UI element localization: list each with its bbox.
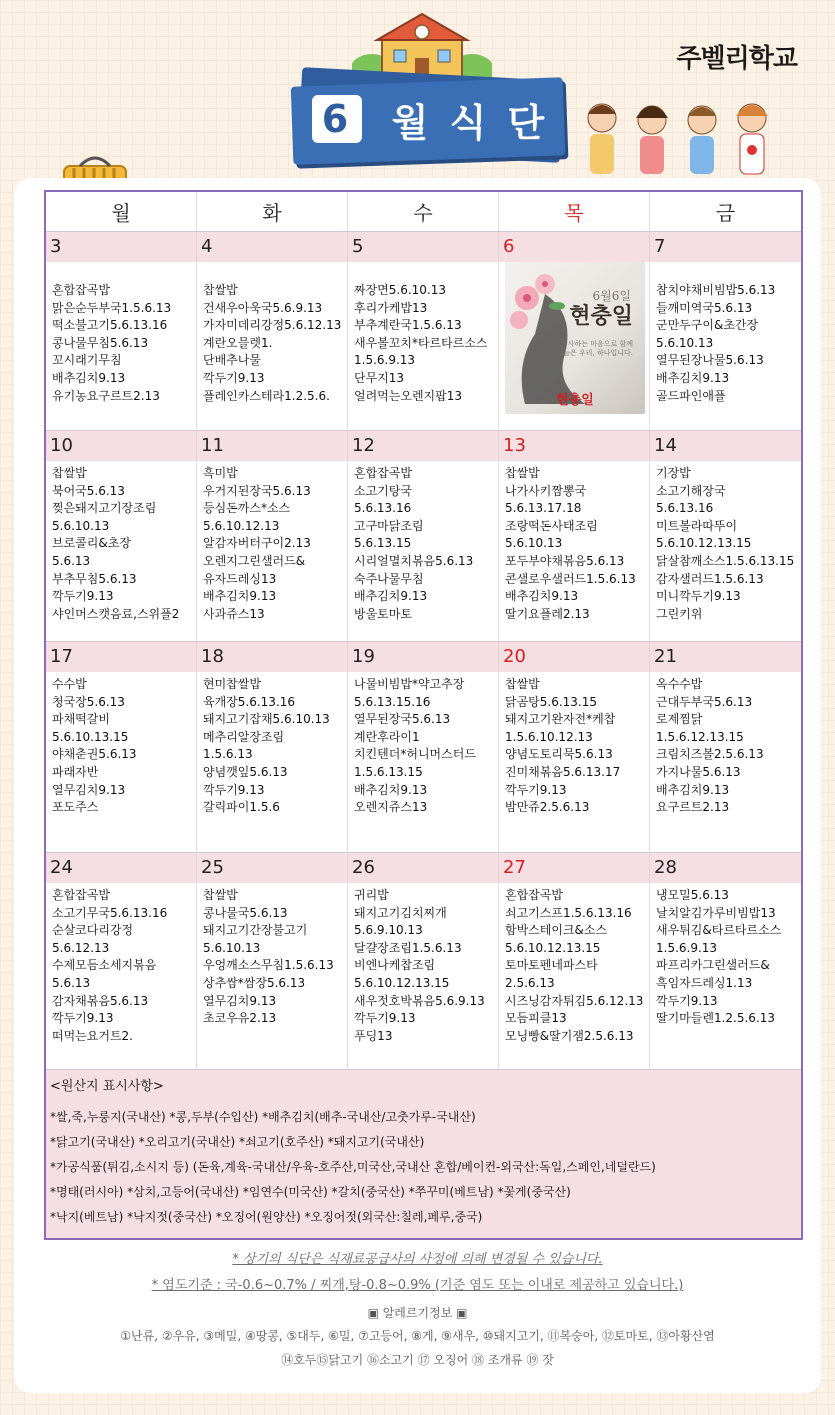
menu-item: 돼지고기잡채5.6.10.13 [203, 712, 330, 727]
menu-item: 혼합잡곡밥 [505, 888, 563, 902]
menu-item: 소고기해장국 [656, 483, 726, 498]
date-cell: 7 [654, 236, 666, 257]
menu-item: 1.5.6.13.15 [354, 764, 423, 779]
menu-cell [499, 461, 650, 641]
menu-item: 깍두기9.13 [203, 782, 265, 797]
menu-item: 5.6.13 [52, 553, 91, 568]
menu-item: 근대두부국5.6.13 [656, 694, 753, 709]
menu-item: 깍두기9.13 [656, 993, 718, 1008]
menu-cell [46, 883, 197, 1069]
date-cell: 28 [654, 857, 677, 878]
header [0, 0, 835, 200]
menu-item: 단배추나물 [203, 353, 261, 368]
menu-cell [197, 461, 348, 641]
menu-item: 콩나물국5.6.13 [203, 905, 288, 920]
menu-item: 5.6.9.10.13 [354, 923, 423, 938]
menu-cell [197, 262, 348, 430]
menu-cell [348, 262, 499, 430]
menu-item: 조랑떡돈사태조림 [505, 518, 598, 533]
menu-cell [499, 262, 650, 430]
menu-item: 로제찜닭 [656, 712, 703, 727]
menu-item: 5.6.10.12.13.15 [505, 940, 601, 955]
date-row [46, 431, 801, 461]
menu-table [44, 190, 803, 1240]
menu-item: 시즈닝감자튀김5.6.12.13 [505, 993, 644, 1008]
holiday-date: 6월6일 [592, 289, 631, 303]
menu-item: 5.6.13.17.18 [505, 501, 582, 516]
menu-item: 맑은순두부국1.5.6.13 [52, 300, 172, 315]
menu-cell [650, 883, 801, 1069]
menu-item: 얼려먹는오렌지팝13 [354, 388, 463, 403]
menu-item: 우엉깨소스무침1.5.6.13 [203, 958, 334, 973]
menu-cell [499, 672, 650, 852]
date-cell: 26 [348, 853, 499, 883]
menu-item: 2.5.6.13 [505, 975, 555, 990]
menu-item: 혼합잡곡밥 [52, 888, 110, 902]
menu-item: 5.6.10.13.15 [52, 729, 129, 744]
origin-title: <원산지 표시사항> [50, 1079, 164, 1094]
menu-item: 옥수수밥 [656, 677, 703, 691]
date-cell: 6 [499, 232, 650, 262]
menu-item: 흑임자드레싱1.13 [656, 975, 753, 990]
menu-cell [197, 672, 348, 852]
weekday-fri: 금 [715, 201, 736, 225]
menu-item: 닭살참깨소스1.5.6.13.15 [656, 553, 795, 568]
menu-item: 파채떡갈비 [52, 712, 110, 727]
menu-item: 귀리밥 [354, 888, 389, 902]
menu-item: 건새우아욱국5.6.9.13 [203, 300, 323, 315]
menu-item: 배추김치9.13 [505, 589, 579, 604]
menu-cell [348, 672, 499, 852]
menu-item: 방울토마토 [354, 606, 412, 621]
menu-item: 메추리알장조림 [203, 729, 285, 744]
menu-item: 야채춘권5.6.13 [52, 747, 137, 762]
menu-item: 1.5.6.10.12.13 [505, 729, 593, 744]
menu-item: 단무지13 [354, 370, 405, 385]
menu-item: 돼지고기간장불고기 [203, 923, 308, 938]
menu-item: 5.6.10.12.13 [203, 518, 280, 533]
date-cell: 17 [46, 642, 197, 672]
menu-item: 북어국5.6.13 [52, 483, 125, 498]
menu-item: 플레인카스테라1.2.5.6. [203, 388, 330, 403]
menu-item: 양념깻잎5.6.13 [203, 764, 288, 779]
menu-item: 푸딩13 [354, 1028, 393, 1043]
menu-item: 파프리카그린샐러드& [656, 958, 770, 973]
menu-item: 열무된장나물5.6.13 [656, 353, 764, 368]
menu-item: 포도주스 [52, 800, 99, 815]
date-cell: 27 [499, 853, 650, 883]
menu-item: 떠먹는요거트2. [52, 1028, 134, 1043]
date-row [46, 232, 801, 262]
allergy-list: ①난류, ②우유, ③메밀, ④땅콩, ⑤대두, ⑥밀, ⑦고등어, ⑧게, ⑨새우, ⑩돼지고기, ⑪복숭아, ⑫토마토, ⑬아황산염 [120, 1329, 715, 1343]
menu-item: 밤만쥬2.5.6.13 [505, 800, 590, 815]
origin-line: *낙지(베트남) *낙지젓(중국산) *오징어(원양산) *오징어젓(외국산:칠레,페루,중국) [50, 1210, 483, 1224]
menu-item: 새우튀김&타르타르소스 [656, 923, 782, 938]
menu-item: 모듬피클13 [505, 1011, 567, 1026]
children-illustration-icon [572, 88, 802, 178]
menu-item: 감자샐러드1.5.6.13 [656, 571, 764, 586]
menu-item: 요구르트2.13 [656, 800, 730, 815]
weekday-tue: 화 [197, 192, 348, 231]
menu-change-notice: * 상기의 식단은 식재료공급사의 사정에 의해 변경될 수 있습니다. [232, 1252, 603, 1267]
menu-item: 사과쥬스13 [203, 606, 265, 621]
menu-row [46, 883, 801, 1069]
menu-item: 찹쌀밥 [52, 466, 87, 480]
menu-row [46, 672, 801, 852]
menu-item: 우거지된장국5.6.13 [203, 483, 311, 498]
menu-item: 배추김치9.13 [203, 589, 277, 604]
menu-row [46, 262, 801, 430]
menu-item: 참치야채비빔밥5.6.13 [656, 283, 776, 297]
date-cell: 18 [197, 642, 348, 672]
menu-item: 치킨텐더*허니머스터드 [354, 747, 476, 762]
menu-item: 딸기요플레2.13 [505, 606, 590, 621]
date-cell: 12 [348, 431, 499, 461]
menu-item: 현미찹쌀밥 [203, 677, 261, 691]
week-row [46, 232, 801, 431]
date-cell: 11 [197, 431, 348, 461]
holiday-card [505, 262, 645, 414]
menu-item: 부추무침5.6.13 [52, 571, 137, 586]
date-cell: 25 [197, 853, 348, 883]
menu-item: 5.6.13.15 [354, 536, 412, 551]
menu-item: 찢은돼지고기장조림 [52, 501, 157, 516]
menu-item: 고구마닭조림 [354, 518, 424, 533]
allergy-list-2: ⑭호두⑮닭고기 ⑯소고기 ⑰ 오징어 ⑱ 조개류 ⑲ 잣 [281, 1353, 554, 1367]
menu-item: 기장밥 [656, 466, 691, 480]
menu-item: 순살코다리강정 [52, 923, 134, 938]
origin-line: *가공식품(튀김,소시지 등) (돈육,계육-국내산/우육-호주산,미국산,국내산 혼합/베이컨-외국산:독일,스페인,네덜란드) [50, 1160, 656, 1174]
menu-item: 유자드레싱13 [203, 571, 277, 586]
menu-item: 5.6.13.16 [656, 501, 714, 516]
weekday-header [46, 192, 801, 232]
date-cell: 4 [197, 232, 348, 262]
holiday-title: 현충일 [569, 303, 633, 329]
menu-item: 깍두기9.13 [354, 1011, 416, 1026]
menu-item: 혼합잡곡밥 [354, 466, 412, 480]
date-row [46, 642, 801, 672]
menu-item: 찹쌀밥 [203, 283, 238, 297]
menu-item: 5.6.12.13 [52, 940, 110, 955]
allergy-title: ▣ 알레르기정보 ▣ [367, 1306, 468, 1320]
menu-item: 부추계란국1.5.6.13 [354, 318, 462, 333]
menu-cell [46, 672, 197, 852]
menu-item: 그린키위 [656, 606, 703, 621]
menu-row [46, 461, 801, 641]
menu-item: 군만두구이&초간장 [656, 318, 759, 333]
menu-item: 브로콜리&초장 [52, 536, 131, 551]
menu-item: 5.6.10.12.13.15 [354, 975, 450, 990]
menu-cell [650, 262, 801, 430]
menu-item: 5.6.10.13 [505, 536, 563, 551]
menu-item: 딸기마들렌1.2.5.6.13 [656, 1011, 776, 1026]
week-row [46, 431, 801, 642]
menu-item: 1.5.6.13 [203, 747, 253, 762]
menu-item: 알감자버터구이2.13 [203, 536, 311, 551]
menu-item: 쇠고기스프1.5.6.13.16 [505, 905, 632, 920]
menu-item: 떡소불고기5.6.13.16 [52, 318, 168, 333]
menu-item: 계란후라이1 [354, 729, 420, 744]
menu-item: 시리얼멸치볶음5.6.13 [354, 553, 474, 568]
origin-line: *쌀,죽,누룽지(국내산) *콩,두부(수입산) *배추김치(배추-국내산/고춧가루-국내산) [50, 1110, 476, 1124]
menu-item: 오렌지그린샐러드& [203, 553, 306, 568]
menu-item: 소고기탕국 [354, 483, 412, 498]
menu-item: 짜장면5.6.10.13 [354, 283, 447, 297]
menu-item: 진미채볶음5.6.13.17 [505, 764, 621, 779]
menu-item: 포두부야채볶음5.6.13 [505, 553, 625, 568]
menu-item: 5.6.10.13 [656, 335, 714, 350]
menu-item: 비엔나케찹조림 [354, 958, 436, 973]
menu-item: 크림치즈볼2.5.6.13 [656, 747, 764, 762]
menu-item: 청국장5.6.13 [52, 694, 125, 709]
menu-item: 닭곰탕5.6.13.15 [505, 694, 598, 709]
menu-item: 냉모밀5.6.13 [656, 888, 729, 902]
menu-item: 토마토펜네파스타 [505, 958, 598, 973]
date-cell: 14 [654, 435, 677, 456]
menu-item: 5.6.10.13 [203, 940, 261, 955]
menu-cell [650, 672, 801, 852]
weekday-thu: 목 [499, 192, 650, 231]
school-name: 주벨리학교 [676, 44, 797, 74]
menu-item: 수제모듬소세지볶음 [52, 958, 157, 973]
menu-item: 1.5.6.12.13.15 [656, 729, 744, 744]
title-month: 6 [312, 95, 362, 143]
menu-item: 오렌지쥬스13 [354, 800, 428, 815]
menu-item: 골드파인애플 [656, 388, 726, 403]
menu-item: 5.6.10.13 [52, 518, 110, 533]
menu-item: 5.6.13.16 [354, 501, 412, 516]
menu-item: 콘샐로우샐러드1.5.6.13 [505, 571, 636, 586]
menu-item: 새우젓호박볶음5.6.9.13 [354, 993, 485, 1008]
menu-item: 배추김치9.13 [52, 370, 126, 385]
menu-item: 유기농요구르트2.13 [52, 388, 160, 403]
menu-item: 찹쌀밥 [505, 466, 540, 480]
origin-line: *닭고기(국내산) *오리고기(국내산) *쇠고기(호주산) *돼지고기(국내산) [50, 1135, 425, 1149]
menu-item: 양념도토리묵5.6.13 [505, 747, 613, 762]
weekday-wed: 수 [348, 192, 499, 231]
menu-item: 찹쌀밥 [203, 888, 238, 902]
menu-cell [348, 461, 499, 641]
date-cell: 24 [46, 853, 197, 883]
menu-item: 소고기무국5.6.13.16 [52, 905, 168, 920]
menu-item: 열무김치9.13 [52, 782, 126, 797]
menu-cell [348, 883, 499, 1069]
menu-item: 5.6.13.15.16 [354, 694, 431, 709]
menu-item: 혼합잡곡밥 [52, 283, 110, 297]
menu-item: 육개장5.6.13.16 [203, 694, 296, 709]
menu-item: 1.5.6.9.13 [656, 940, 718, 955]
date-cell: 5 [348, 232, 499, 262]
date-cell: 21 [654, 646, 677, 667]
week-row [46, 853, 801, 1070]
menu-item: 돼지고기김치찌개 [354, 905, 447, 920]
menu-item: 나가사키짬뽕국 [505, 483, 587, 498]
date-cell: 20 [499, 642, 650, 672]
menu-item: 들깨미역국5.6.13 [656, 300, 753, 315]
menu-item: 배추김치9.13 [354, 589, 428, 604]
menu-item: 가자미데리강정5.6.12.13 [203, 318, 342, 333]
date-cell: 19 [348, 642, 499, 672]
menu-cell [197, 883, 348, 1069]
menu-item: 돼지고기완자전*케찹 [505, 712, 616, 727]
origin-line: *명태(러시아) *삼치,고등어(국내산) *임연수(미국산) *갈치(중국산) *쭈꾸미(베트남) *꽃게(중국산) [50, 1185, 571, 1199]
menu-cell [46, 262, 197, 430]
menu-item: 꼬시래기무침 [52, 353, 122, 368]
menu-item: 함박스테이크&소스 [505, 923, 608, 938]
holiday-label: 현충일 [556, 393, 594, 409]
menu-item: 깍두기9.13 [52, 589, 114, 604]
menu-item: 파래자반 [52, 764, 99, 779]
menu-item: 열무된장국5.6.13 [354, 712, 451, 727]
menu-cell [46, 461, 197, 641]
title-word: 월 식 단 [391, 100, 549, 145]
menu-item: 등심돈까스*소스 [203, 501, 291, 516]
menu-item: 5.6.13 [52, 975, 91, 990]
menu-item: 달걀장조림1.5.6.13 [354, 940, 462, 955]
page-title [300, 86, 560, 152]
menu-item: 깍두기9.13 [52, 1011, 114, 1026]
menu-item: 수수밥 [52, 677, 87, 691]
salt-standard-notice: * 염도기준 : 국-0.6~0.7% / 찌개,탕-0.8~0.9% (기준 염도 또는 이내로 제공하고 있습니다.) [151, 1278, 684, 1293]
menu-item: 흑미밥 [203, 466, 238, 480]
date-row [46, 853, 801, 883]
menu-item: 갈릭파이1.5.6 [203, 800, 280, 815]
menu-item: 배추김치9.13 [656, 370, 730, 385]
menu-item: 샤인머스캣음료,스위플2 [52, 606, 180, 621]
menu-cell [650, 461, 801, 641]
date-cell: 3 [46, 232, 197, 262]
flower-icon [505, 262, 645, 414]
menu-item: 1.5.6.9.13 [354, 353, 416, 368]
date-cell: 13 [499, 431, 650, 461]
menu-item: 새우볼꼬치*타르타르소스 [354, 335, 488, 350]
menu-item: 5.6.10.12.13.15 [656, 536, 752, 551]
menu-cell [499, 883, 650, 1069]
menu-item: 감자채볶음5.6.13 [52, 993, 149, 1008]
menu-item: 깍두기9.13 [505, 782, 567, 797]
week-row [46, 642, 801, 853]
menu-item: 열무김치9.13 [203, 993, 277, 1008]
menu-item: 날치알김가루비빔밥13 [656, 905, 776, 920]
menu-item: 찹쌀밥 [505, 677, 540, 691]
menu-item: 초코우유2.13 [203, 1011, 277, 1026]
menu-item: 미트볼라따뚜이 [656, 518, 738, 533]
origin-info [46, 1070, 801, 1238]
menu-item: 나물비빔밥*약고추장 [354, 677, 465, 691]
date-cell: 10 [46, 431, 197, 461]
menu-item: 콩나물무침5.6.13 [52, 335, 149, 350]
menu-item: 가지나물5.6.13 [656, 764, 741, 779]
menu-item: 후리가케밥13 [354, 300, 428, 315]
menu-item: 상추쌈*쌈장5.6.13 [203, 975, 306, 990]
holiday-subtitle: 감사하는 마음으로 함께 오늘은 우리, 하나입니다. [556, 340, 633, 357]
menu-item: 미니깍두기9.13 [656, 589, 741, 604]
menu-item: 배추김치9.13 [656, 782, 730, 797]
menu-item: 모닝빵&딸기잼2.5.6.13 [505, 1028, 634, 1043]
menu-item: 계란오믈렛1. [203, 335, 273, 350]
menu-item: 숙주나물무침 [354, 571, 424, 586]
menu-item: 깍두기9.13 [203, 370, 265, 385]
weekday-mon: 월 [46, 192, 197, 231]
menu-item: 배추김치9.13 [354, 782, 428, 797]
